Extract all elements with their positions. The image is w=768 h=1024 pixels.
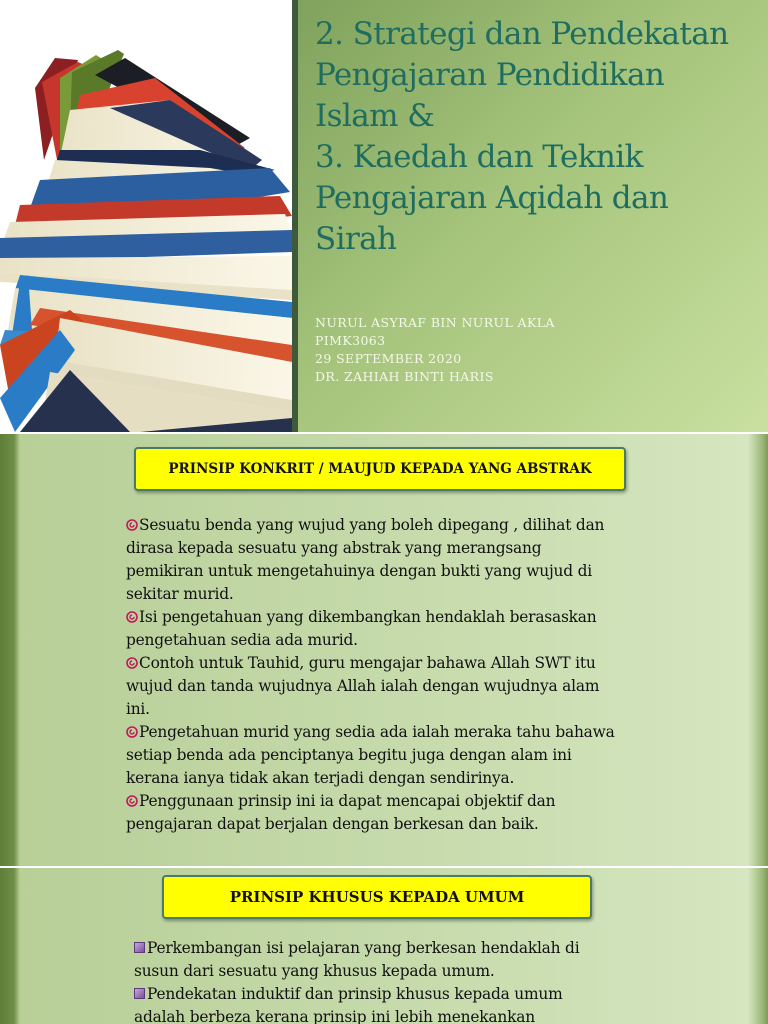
presentation-date: 29 SEPTEMBER 2020 [315,351,462,366]
presentation-title [315,14,760,260]
list-item [134,937,634,983]
bullet-line: Penggunaan prinsip ini ia dapat mencapai objektif dan [126,790,656,813]
bullet-line: dirasa kepada sesuatu yang abstrak yang merangsang [126,539,542,557]
swirl-bullet-icon [126,657,138,669]
bullet-line: pengajaran dapat berjalan dengan berkesan dan baik. [126,815,539,833]
books-image [0,0,292,432]
bullet-line: sekitar murid. [126,585,234,603]
bullet-line: setiap benda ada penciptanya begitu juga dengan alam ini [126,746,572,764]
lecturer-name: DR. ZAHIAH BINTI HARIS [315,369,494,384]
slide-khusus-umum [0,868,768,1024]
list-item [126,514,656,606]
list-item [126,790,656,836]
title-line: Islam & [315,98,435,134]
list-item [134,983,634,1024]
presenter-info [315,314,755,386]
square-bullet-icon [134,942,145,953]
list-item [126,606,656,652]
swirl-bullet-icon [126,519,138,531]
swirl-bullet-icon [126,611,138,623]
bullet-line: Contoh untuk Tauhid, guru mengajar bahawa Allah SWT itu [126,652,656,675]
bullet-list [126,514,656,836]
bullet-line: Sesuatu benda yang wujud yang boleh dipegang , dilihat dan [126,514,656,537]
bullet-list [134,937,634,1024]
bullet-line: pengetahuan sedia ada murid. [126,631,358,649]
slide-konkrit-abstrak [0,434,768,866]
author-name: NURUL ASYRAF BIN NURUL AKLA [315,315,555,330]
title-line: Pengajaran Aqidah dan [315,180,669,216]
title-slide [0,0,768,432]
title-line: 2. Strategi dan Pendekatan [315,16,729,52]
bullet-line: susun dari sesuatu yang khusus kepada umum. [134,962,495,980]
bullet-line: Pendekatan induktif dan prinsip khusus kepada umum [134,983,634,1006]
list-item [126,721,656,790]
bullet-line: wujud dan tanda wujudnya Allah ialah dengan wujudnya alam [126,677,600,695]
bullet-line: kerana ianya tidak akan terjadi dengan sendirinya. [126,769,515,787]
swirl-bullet-icon [126,726,138,738]
course-code: PIMK3063 [315,333,386,348]
title-line: Sirah [315,221,397,257]
swirl-bullet-icon [126,795,138,807]
bullet-line: adalah berbeza kerana prinsip ini lebih menekankan [134,1008,535,1024]
title-line: Pengajaran Pendidikan [315,57,665,93]
bullet-line: ini. [126,700,150,718]
square-bullet-icon [134,988,145,999]
slide-heading: PRINSIP KONKRIT / MAUJUD KEPADA YANG ABSTRAK [134,447,626,491]
list-item [126,652,656,721]
title-panel [298,0,768,432]
title-line: 3. Kaedah dan Teknik [315,139,643,175]
bullet-line: Perkembangan isi pelajaran yang berkesan hendaklah di [134,937,634,960]
slide-heading: PRINSIP KHUSUS KEPADA UMUM [162,875,592,919]
bullet-line: Isi pengetahuan yang dikembangkan hendaklah berasaskan [126,606,656,629]
bullet-line: Pengetahuan murid yang sedia ada ialah meraka tahu bahawa [126,721,656,744]
bullet-line: pemikiran untuk mengetahuinya dengan bukti yang wujud di [126,562,592,580]
